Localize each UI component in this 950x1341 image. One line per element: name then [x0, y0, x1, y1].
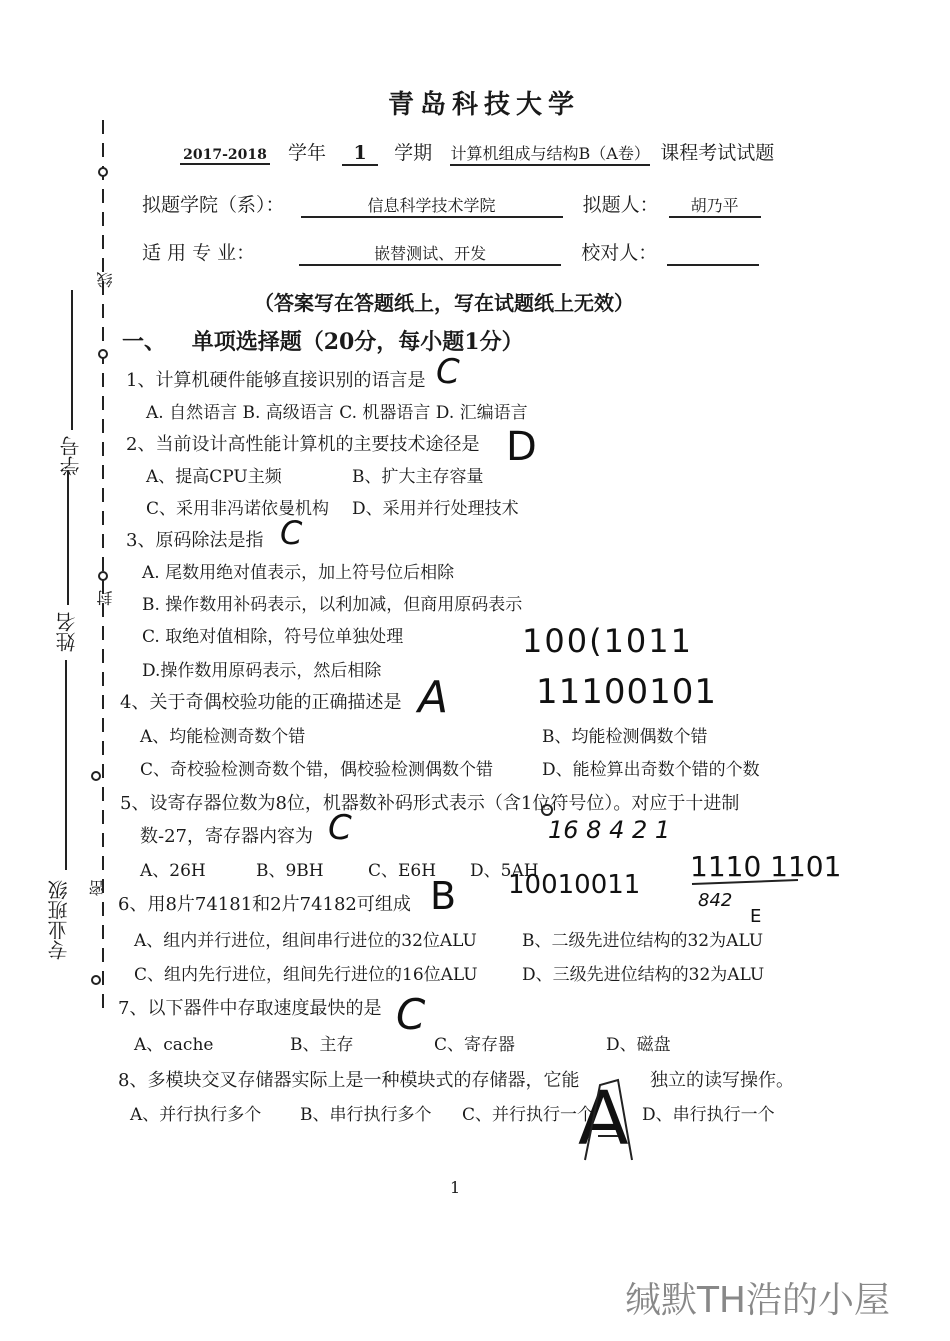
class-label: 专业班级 — [47, 880, 71, 960]
question-4-stem: 4、关于奇偶校验功能的正确描述是 — [120, 692, 402, 713]
question-6-option-a: A、组内并行进位，组间串行进位的32位ALU — [134, 931, 477, 951]
author-label: 拟题人： — [582, 194, 659, 216]
major-value: 嵌替测试、开发 — [299, 241, 561, 266]
binding-hole — [92, 976, 100, 984]
college-label: 拟题学院（系）： — [142, 194, 285, 216]
question-1-options: A. 自然语言 B. 高级语言 C. 机器语言 D. 汇编语言 — [146, 403, 528, 423]
major-label: 适 用 专 业： — [142, 242, 256, 264]
handwritten-answer-1: C — [436, 352, 460, 392]
page-number: 1 — [450, 1178, 461, 1197]
question-4-option-a: A、均能检测奇数个错 — [140, 727, 306, 747]
term-label: 学期 — [394, 142, 433, 164]
author-value: 胡乃平 — [669, 193, 761, 218]
question-8-option-d: D、串行执行一个 — [642, 1105, 775, 1125]
handwritten-answer-3: C — [280, 514, 303, 552]
scratch-binary-3: 10010011 — [508, 870, 641, 900]
term-value: 1 — [342, 142, 378, 166]
scratch-binary-1: 100(1011 — [522, 622, 693, 660]
scratch-underline — [692, 880, 798, 884]
handwritten-answer-7: C — [396, 990, 426, 1039]
handwritten-answer-8: A — [578, 1076, 629, 1162]
question-4-option-c: C、奇校验检测奇数个错，偶校验检测偶数个错 — [140, 760, 494, 780]
fold-mark: 密 — [88, 880, 107, 896]
question-7-option-b: B、主存 — [290, 1035, 354, 1055]
handwritten-answer-4: A — [418, 672, 449, 723]
scratch-stroke — [585, 1080, 632, 1160]
question-8-option-a: A、并行执行多个 — [130, 1105, 262, 1125]
question-2-option-d: D、采用并行处理技术 — [352, 499, 519, 519]
binding-hole — [99, 572, 107, 580]
question-6-stem: 6、用8片74181和2片74182可组成 — [118, 894, 411, 915]
question-4-option-b: B、均能检测偶数个错 — [542, 727, 708, 747]
scratch-weights-1: 16 8 4 2 1 — [548, 816, 671, 844]
question-7-option-c: C、寄存器 — [434, 1035, 516, 1055]
section-number: 一、 — [122, 329, 167, 355]
question-2-option-b: B、扩大主存容量 — [352, 467, 484, 487]
student-id-label: 学号 — [59, 436, 83, 476]
question-3-option-c: C. 取绝对值相除，符号位单独处理 — [142, 627, 404, 647]
year-label: 学年 — [288, 142, 327, 164]
binding-hole — [99, 168, 107, 176]
university-name: 青岛科技大学 — [388, 90, 581, 120]
scratch-weights-2: 842 — [698, 890, 733, 911]
question-6-option-c: C、组内先行进位，组间先行进位的16位ALU — [134, 965, 478, 985]
answer-note: （答案写在答题纸上，写在试题纸上无效） — [254, 291, 634, 315]
question-7-option-d: D、磁盘 — [606, 1035, 671, 1055]
question-2-option-c: C、采用非冯诺依曼机构 — [146, 499, 330, 519]
handwritten-answer-2: D — [506, 424, 537, 470]
question-5-option-b: B、9BH — [256, 861, 324, 881]
question-6-option-b: B、二级先进位结构的32为ALU — [522, 931, 764, 951]
college-value: 信息科学技术学院 — [301, 193, 563, 218]
question-3-stem: 3、原码除法是指 — [126, 530, 264, 551]
question-8-option-b: B、串行执行多个 — [300, 1105, 432, 1125]
binding-hole — [99, 350, 107, 358]
handwritten-answer-6: B — [430, 874, 457, 918]
scratch-binary-2: 11100101 — [536, 672, 718, 712]
course-name: 计算机组成与结构B（A卷） — [450, 141, 650, 166]
checker-label: 校对人： — [581, 242, 658, 264]
question-5-option-a: A、26H — [140, 861, 206, 881]
question-7-stem: 7、以下器件中存取速度最快的是 — [118, 998, 382, 1019]
watermark-text: 缄默TH浩的小屋 — [624, 1280, 890, 1321]
scratch-e-mark: E — [750, 906, 762, 927]
binding-hole — [92, 772, 100, 780]
question-5-stem: 5、设寄存器位数为8位，机器数补码形式表示（含1位符号位）。对应于十进制 — [120, 793, 740, 814]
question-5-option-c: C、E6H — [368, 861, 437, 881]
question-2-option-a: A、提高CPU主频 — [146, 467, 282, 487]
name-label: 姓名 — [55, 612, 79, 652]
question-2-stem: 2、当前设计高性能计算机的主要技术途径是 — [126, 434, 480, 455]
year-value: 2017-2018 — [180, 147, 270, 165]
question-5-stem-continued: 数-27，寄存器内容为 — [140, 826, 313, 847]
question-3-option-d: D.操作数用原码表示，然后相除 — [142, 661, 382, 681]
question-1-stem: 1、计算机硬件能够直接识别的语言是 — [126, 370, 426, 391]
question-8-stem-continued: 独立的读写操作。 — [650, 1070, 794, 1091]
handwritten-answer-5: C — [328, 808, 352, 848]
question-6-option-d: D、三级先进位结构的32为ALU — [522, 965, 765, 985]
line-mark: 线 — [96, 272, 115, 288]
question-4-option-d: D、能检算出奇数个错的个数 — [542, 760, 760, 780]
question-8-stem: 8、多模块交叉存储器实际上是一种模块式的存储器，它能 — [118, 1070, 580, 1091]
seal-mark: 封 — [96, 590, 115, 606]
scratch-circle — [542, 805, 552, 815]
question-7-option-a: A、cache — [134, 1035, 214, 1055]
question-3-option-b: B. 操作数用补码表示，以利加减，但商用原码表示 — [142, 595, 523, 615]
section-title: 单项选择题（20分，每小题1分） — [191, 329, 524, 355]
question-3-option-a: A. 尾数用绝对值表示，加上符号位后相除 — [142, 563, 455, 583]
question-5-option-d: D、5AH — [470, 861, 539, 881]
question-8-option-c: C、并行执行一个 — [462, 1105, 595, 1125]
course-suffix: 课程考试试题 — [660, 142, 775, 164]
scratch-binary-4: 1110 1101 — [690, 850, 842, 883]
